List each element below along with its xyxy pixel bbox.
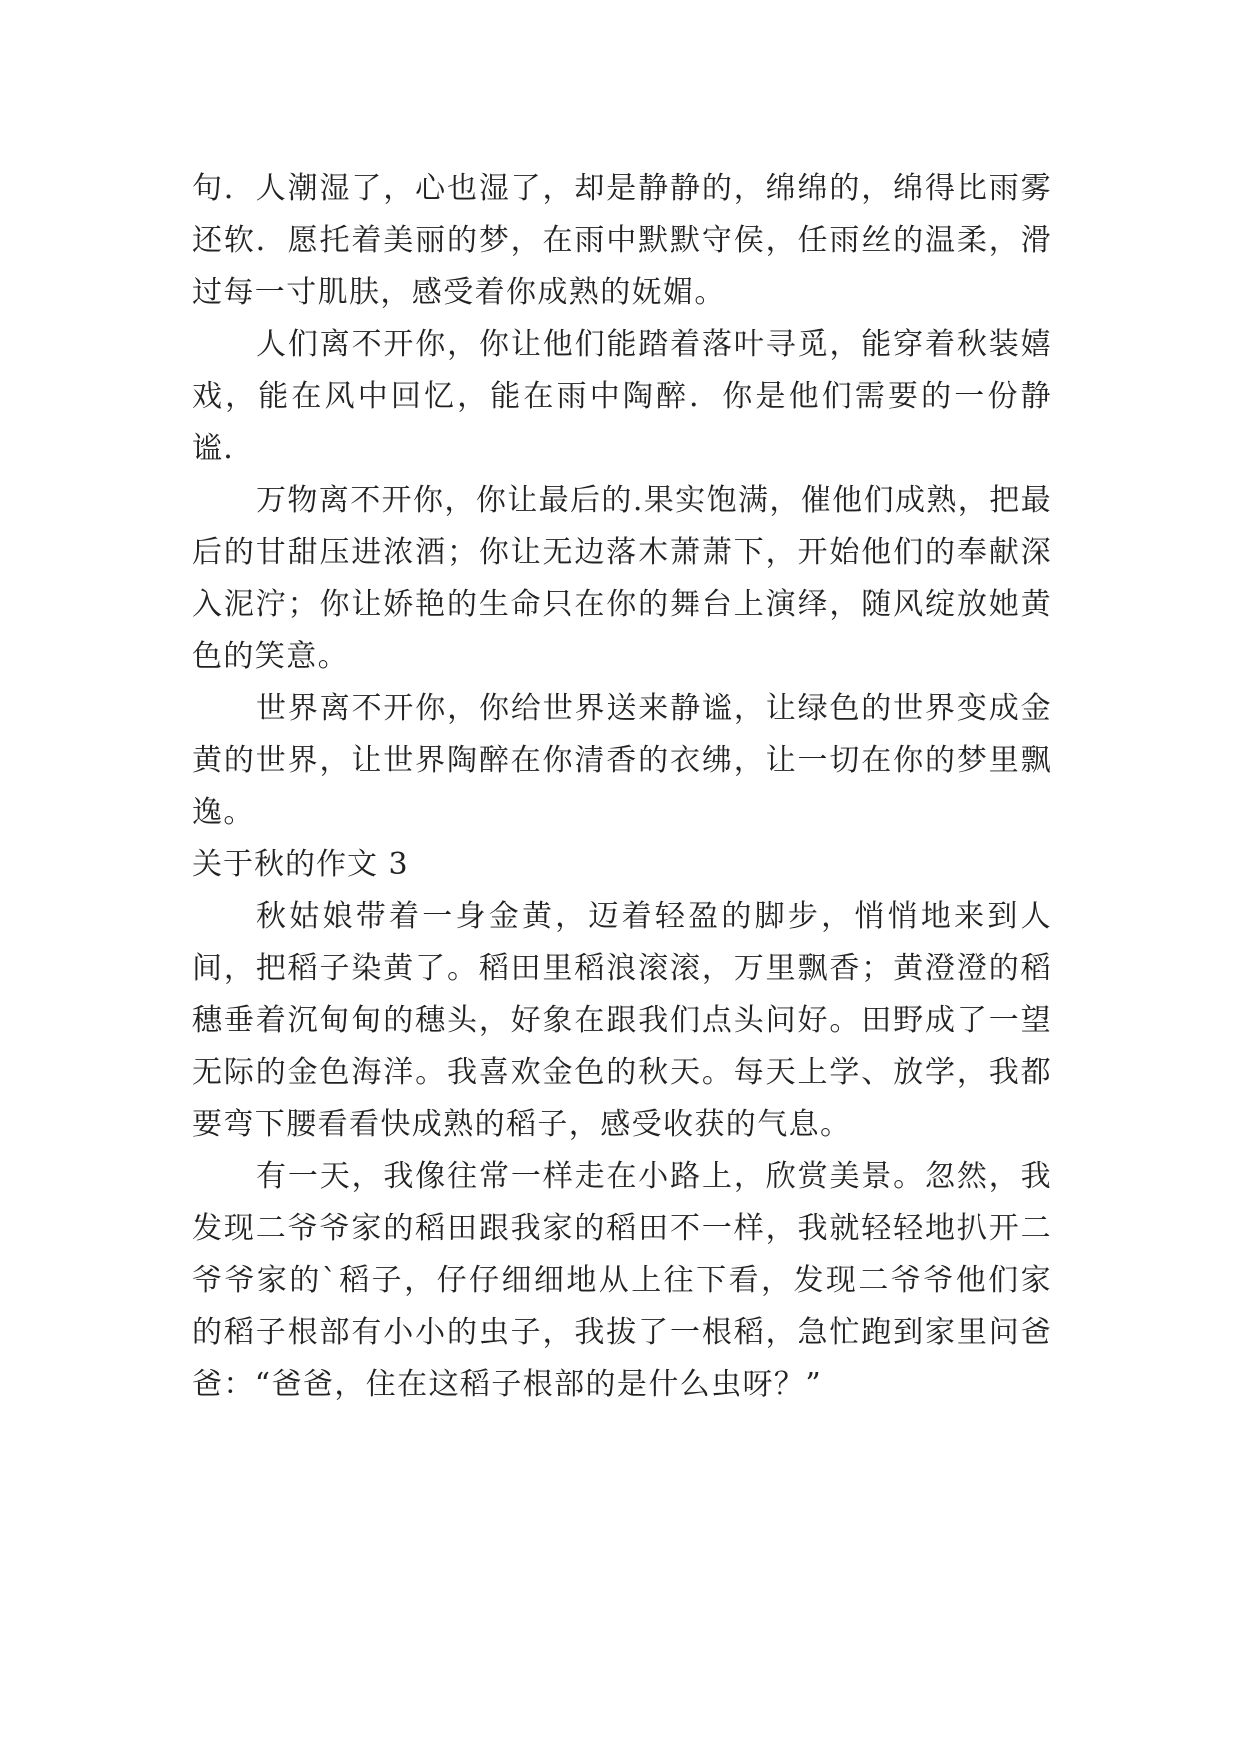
paragraph: 世界离不开你，你给世界送来静谧，让绿色的世界变成金黄的世界，让世界陶醉在你清香的衣绋，让一切在你的梦里飘逸。 xyxy=(192,691,1052,830)
paragraph: 有一天，我像往常一样走在小路上，欣赏美景。忽然，我发现二爷爷家的稻田跟我家的稻田不一样，我就轻轻地扒开二爷爷家的`稻子，仔仔细细地从上往下看，发现二爷爷他们家的稻子根部有小小的虫子，我拔了一根稻，急忙跑到家里问爸爸：“爸爸，住在这稻子根部的是什么虫呀？” xyxy=(192,1159,1052,1402)
paragraph-continued: 句．人潮湿了，心也湿了，却是静静的，绵绵的，绵得比雨雾还软．愿托着美丽的梦，在雨中默默守侯，任雨丝的温柔，滑过每一寸肌肤，感受着你成熟的妩媚。 xyxy=(192,171,1052,310)
document-body xyxy=(192,163,1052,1411)
paragraph: 秋姑娘带着一身金黄，迈着轻盈的脚步，悄悄地来到人间，把稻子染黄了。稻田里稻浪滚滚，万里飘香；黄澄澄的稻穗垂着沉甸甸的穗头，好象在跟我们点头问好。田野成了一望无际的金色海洋。我喜欢金色的秋天。每天上学、放学，我都要弯下腰看看快成熟的稻子，感受收获的气息。 xyxy=(192,899,1052,1142)
section-heading: 关于秋的作文 3 xyxy=(192,847,409,882)
paragraph: 万物离不开你，你让最后的.果实饱满，催他们成熟，把最后的甘甜压进浓酒；你让无边落木萧萧下，开始他们的奉献深入泥泞；你让娇艳的生命只在你的舞台上演绎，随风绽放她黄色的笑意。 xyxy=(192,483,1052,674)
paragraph: 人们离不开你，你让他们能踏着落叶寻觅，能穿着秋装嬉戏，能在风中回忆，能在雨中陶醉．你是他们需要的一份静谧． xyxy=(192,327,1052,466)
